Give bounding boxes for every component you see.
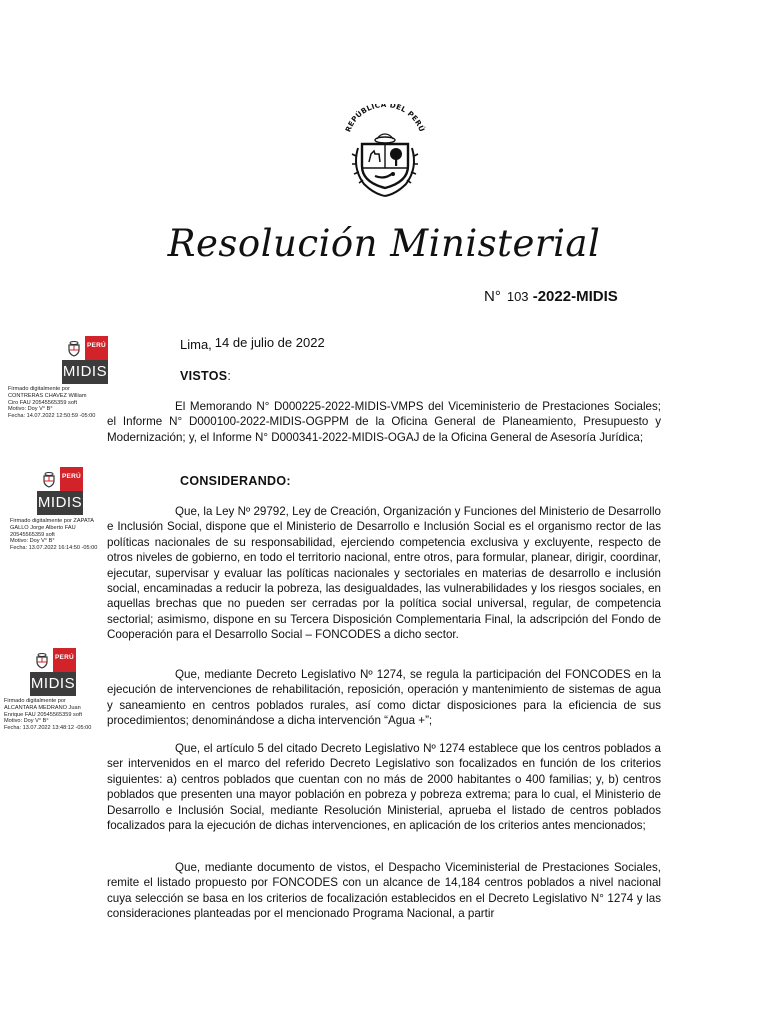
number-prefix: N° [484, 288, 501, 305]
paragraph-text: Que, la Ley Nº 29792, Ley de Creación, Organización y Funciones del Ministerio de Desarrollo e Inclusión Social, dispone que el Ministerio de Desarrollo e Inclusión Social es el organismo rector de las políticas nacionales de su responsabilidad, ejerciendo competencia exclusiva y excluyente, respecto de otros niveles de gobierno, en todo el territorio nacional, entre otros, para formular, planear, dirigir, coordinar, ejecutar, supervisar y evaluar las políticas nacionales y sectoriales en materias de desarrollo e inclusión social, encaminadas a reducir la pobreza, las desigualdades, las vulnerabilidades y los riesgos sociales, en aquellas brechas que no pueden ser cerradas por la política social universal, regular, de competencia sectorial; asimismo, dispone en su Tercera Disposición Complementaria Final, la adscripción del Fondo de Cooperación para el Desarrollo Social – FONCODES a dicho sector. [107, 505, 661, 642]
seal-text: REPÚBLICA DEL PERÚ [343, 104, 427, 134]
peru-label: PERÚ [87, 342, 106, 349]
considerando-paragraph [107, 860, 661, 922]
place-date [180, 337, 325, 352]
midis-label: MIDIS [30, 672, 76, 696]
paragraph-text: Que, mediante Decreto Legislativo Nº 1274, se regula la participación del FONCODES en la ejecución de intervenciones de rehabilitación, reposición, operación y mantenimiento de sistemas de agua y saneamiento en centros poblados rurales, así como dictar disposiciones para la eficiencia de sus procedimientos; denominándose a dicha intervención “Agua +”; [107, 668, 661, 728]
vistos-text: El Memorando N° D000225-2022-MIDIS-VMPS del Viceministerio de Prestaciones Sociales; el Informe N° D000100-2022-MIDIS-OGPPM de la Oficina General de Planeamiento, Presupuesto y Modernización; y, el Informe N° D000341-2022-MIDIS-OGAJ de la Oficina General de Asesoría Jurídica; [107, 400, 661, 444]
peru-shield-icon [41, 470, 57, 488]
considerando-paragraph [107, 504, 661, 643]
vistos-paragraph [107, 399, 661, 445]
midis-label: MIDIS [62, 360, 108, 384]
vistos-heading [180, 369, 231, 383]
midis-logo [30, 648, 76, 696]
midis-logo [62, 336, 108, 384]
digital-signature: Firmado digitalmente por ALCANTARA MEDRANO Juan Enrique FAU 20545565359 soft Motivo: Doy V° B° Fecha: 13.07.2022 13:48:12 -05:00 [4, 698, 92, 732]
vistos-colon: : [227, 369, 232, 383]
paragraph-text: Que, el artículo 5 del citado Decreto Legislativo Nº 1274 establece que los centros poblados a ser intervenidos en el marco del referido Decreto Legislativo son focalizados en función de los criterios siguientes: a) centros poblados que cuentan con no más de 2000 habitantes o 400 familias; y, b) centros poblados que presenten una mayor población en pobreza y pobreza extrema; para lo cual, el Ministerio de Desarrollo e Inclusión Social, mediante Resolución Ministerial, aprueba el listado de centros poblados focalizados para la ejecución de dichas intervenciones, en aplicación de los criterios antes mencionados; [107, 742, 661, 833]
document-title: Resolución Ministerial [167, 222, 601, 265]
svg-text:REPÚBLICA DEL PERÚ [343, 104, 426, 133]
paragraph-text: Que, mediante documento de vistos, el Despacho Viceministerial de Prestaciones Sociales, remite el listado propuesto por FONCODES con un alcance de 14,184 centros poblados a nivel nacional cuya selección se basa en los criterios de focalización establecidos en el Decreto Legislativo N° 1274 y las consideraciones planteadas por el mencionado Programa Nacional, a partir [107, 861, 661, 921]
midis-logo [37, 467, 83, 515]
considerando-paragraph [107, 667, 661, 729]
date-value: 14 de julio de 2022 [214, 335, 325, 350]
digital-signature: Firmado digitalmente por ZAPATA GALLO Jorge Alberto FAU 20545565359 soft Motivo: Doy V° B° Fecha: 13.07.2022 16:14:50 -05:00 [10, 518, 98, 552]
digital-signature: Firmado digitalmente por CONTRERAS CHAVEZ William Ciro FAU 20545565359 soft Motivo: Doy V° B° Fecha: 14.07.2022 12:50:59 -05:00 [8, 386, 96, 420]
place-label: Lima, [180, 337, 212, 352]
resolution-number [484, 288, 618, 305]
peru-shield-icon [34, 651, 50, 669]
peru-shield-icon [66, 339, 82, 357]
coat-of-arms-seal [338, 104, 432, 200]
vistos-heading-text: VISTOS [180, 369, 228, 383]
midis-label: MIDIS [37, 491, 83, 515]
considerando-heading: CONSIDERANDO: [180, 474, 291, 488]
peru-label: PERÚ [62, 473, 81, 480]
considerando-paragraph [107, 741, 661, 833]
peru-label: PERÚ [55, 654, 74, 661]
number-value: 103 [506, 289, 529, 304]
number-suffix: -2022-MIDIS [532, 288, 618, 305]
